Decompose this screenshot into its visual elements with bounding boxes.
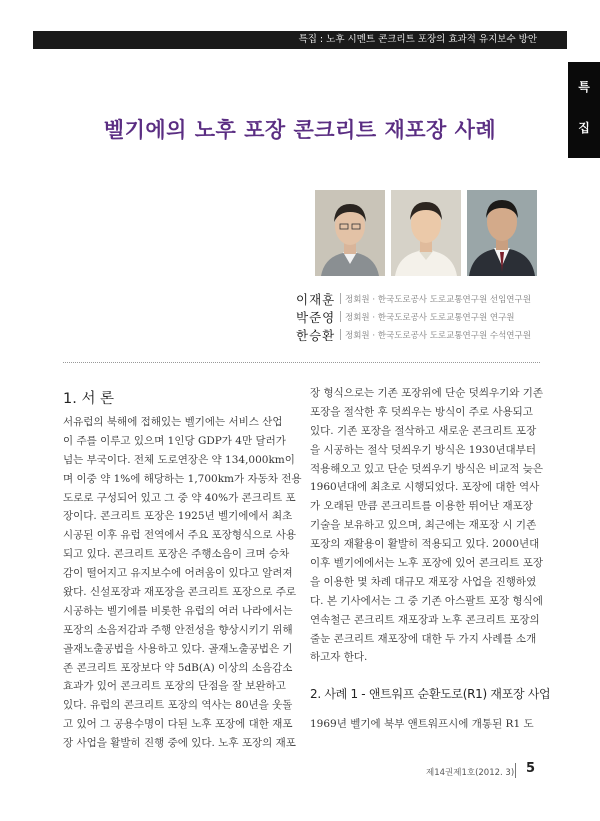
- header-bar: [33, 31, 567, 49]
- author-row: [296, 290, 556, 308]
- body-line: 효과가 있어 콘크리트 포장의 단점을 잘 보완하고: [63, 680, 286, 693]
- body-line: 있다. 유럽의 콘크리트 포장의 역사는 80년을 웃돌: [63, 699, 293, 712]
- author-affiliation: 정회원 · 한국도로공사 도로교통연구원 수석연구원: [345, 331, 531, 341]
- body-line: 존 콘크리트 포장보다 약 5dB(A) 이상의 소음감소: [63, 661, 293, 674]
- body-line: 있다. 기존 포장을 절삭하고 새로운 콘크리트 포장: [310, 424, 537, 437]
- body-line: 하고자 한다.: [310, 651, 368, 664]
- portrait-photo-3: [467, 190, 537, 276]
- author-divider: [340, 329, 341, 340]
- author-divider: [340, 293, 341, 304]
- body-line: 적용해오고 있고 단순 덧씌우기 방식은 비교적 늦은: [310, 462, 544, 475]
- body-line: 다. 본 기사에서는 그 중 기존 아스팔트 포장 형식에: [310, 594, 543, 607]
- article-title: 벨기에의 노후 포장 콘크리트 재포장 사례: [103, 118, 497, 142]
- body-line: 서유럽의 북해에 접해있는 벨기에는 서비스 산업: [63, 416, 283, 428]
- body-column-left: [63, 413, 302, 753]
- body-line: 도로로 구성되어 있고 그 중 약 40%가 콘크리트 포: [63, 491, 296, 504]
- body-line: 포장의 소음저감과 주행 안전성을 향상시키기 위해: [63, 623, 293, 636]
- author-divider: [340, 311, 341, 322]
- body-line: 1969년 벨기에 북부 앤트워프시에 개통된 R1 도: [310, 718, 534, 730]
- body-line: 장 형식으로는 기존 포장위에 단순 덧씌우기와 기존: [310, 387, 544, 399]
- author-affiliation: 정회원 · 한국도로공사 도로교통연구원 연구원: [345, 313, 515, 323]
- body-line: 장 사업을 활발히 진행 중에 있다. 노후 포장의 재포: [63, 737, 296, 750]
- body-line: 이후 벨기에에서는 노후 포장에 있어 콘크리트 포장: [310, 557, 544, 570]
- body-line: 시공하는 벨기에를 비롯한 유럽의 여러 나라에서는: [63, 604, 293, 617]
- body-line: 1960년대에 최초로 시행되었다. 포장에 대한 역사: [310, 481, 540, 494]
- body-column-right: [310, 384, 543, 667]
- section-2-heading: 2. 사례 1 - 앤트워프 순환도로(R1) 재포장 사업: [310, 687, 551, 701]
- side-tab-char-2: 집: [578, 121, 590, 135]
- body-line: 줄눈 콘크리트 재포장에 대한 두 가지 사례를 소개: [310, 632, 537, 645]
- body-line: 며 이중 약 1%에 해당하는 1,700km가 자동차 전용: [63, 472, 302, 485]
- portrait-photo-2: [391, 190, 461, 276]
- body-line: 을 이용한 몇 차례 대규모 재포장 사업을 진행하였: [310, 575, 537, 588]
- body-line: 을 시공하는 절삭 덧씌우기 방식은 1930년대부터: [310, 443, 536, 456]
- author-list: [296, 290, 556, 344]
- footer-divider: [515, 763, 516, 778]
- side-tab-char-1: 특: [578, 80, 590, 94]
- author-affiliation: 정회원 · 한국도로공사 도로교통연구원 선임연구원: [345, 295, 531, 305]
- header-text: 특집 : 노후 시멘트 콘크리트 포장의 효과적 유지보수 방안: [298, 34, 537, 45]
- author-name: 한승환: [296, 328, 336, 343]
- body-line: 이 주를 이루고 있으며 1인당 GDP가 4만 달러가: [63, 434, 286, 447]
- footer-issue: 제14권제1호(2012. 3): [426, 768, 515, 778]
- author-row: [296, 308, 556, 326]
- body-line: 연속철근 콘크리트 재포장과 노후 콘크리트 포장의: [310, 613, 540, 626]
- body-line: 시공된 이후 유럽 전역에서 주요 포장형식으로 사용: [63, 529, 297, 542]
- body-line: 감이 떨어지고 유지보수에 어려움이 있다고 알려져: [63, 567, 293, 580]
- section-1-heading: 1. 서 론: [63, 391, 115, 407]
- author-name: 박준영: [296, 310, 336, 325]
- body-line: 기술을 보유하고 있으며, 최근에는 재포장 시 기존: [310, 519, 537, 532]
- dotted-divider: [63, 362, 540, 363]
- body-line: 골재노출공법을 사용하고 있다. 골재노출공법은 기: [63, 642, 293, 655]
- body-line: 왔다. 신설포장과 재포장을 콘크리트 포장으로 주로: [63, 586, 297, 599]
- portrait-photo-1: [315, 190, 385, 276]
- body-line: 포장을 절삭한 후 덧씌우는 방식이 주로 사용되고: [310, 405, 533, 418]
- body-line: 포장의 재활용이 활발히 적용되고 있다. 2000년대: [310, 538, 540, 551]
- body-line: 장이다. 콘크리트 포장은 1925년 벨기에에서 최초: [63, 510, 293, 523]
- body-column-right-continued: [310, 715, 534, 734]
- body-line: 가 오래된 만큼 콘크리트를 이용한 뛰어난 재포장: [310, 500, 533, 513]
- page-number: 5: [526, 761, 536, 776]
- author-row: [296, 326, 556, 344]
- author-name: 이재훈: [296, 292, 336, 307]
- body-line: 고 있어 그 공용수명이 다된 노후 포장에 대한 재포: [63, 718, 293, 731]
- body-line: 넘는 부국이다. 전체 도로연장은 약 134,000km이: [63, 453, 295, 466]
- body-line: 되고 있다. 콘크리트 포장은 주행소음이 크며 승차: [63, 548, 290, 561]
